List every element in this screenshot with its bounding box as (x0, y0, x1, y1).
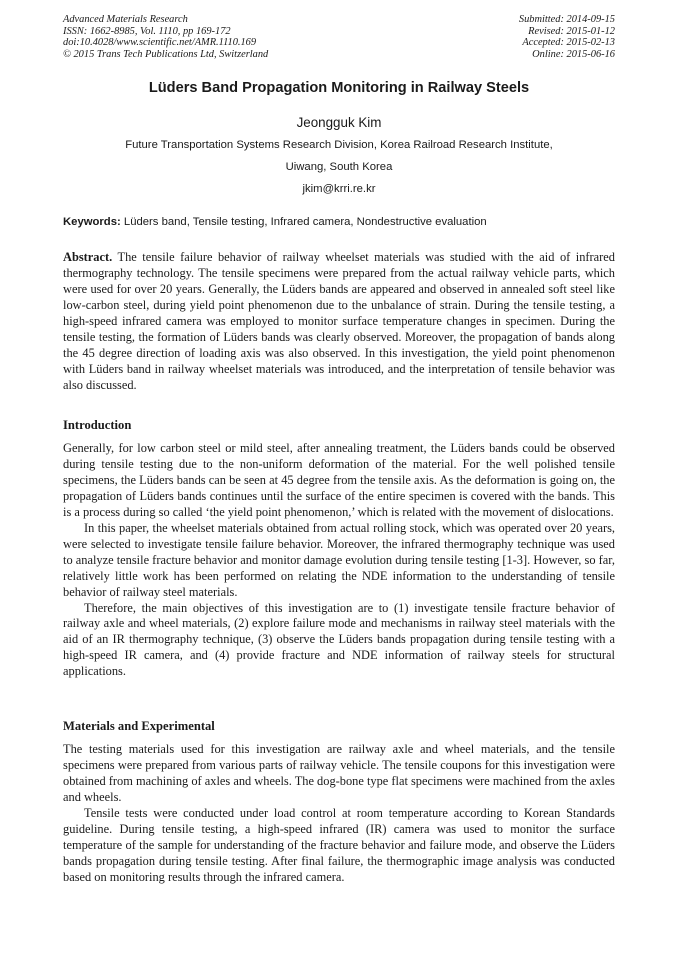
journal-info (63, 14, 268, 60)
introduction-paragraph: Generally, for low carbon steel or mild steel, after annealing treatment, the Lüders bands could be observed during tensile testing due to the non-uniform deformation of the material. For the well polished tensile specimens, the Lüders bands can be seen at 45 degree from the tensile axis. As the deformation is going on, the propagation of Lüders bands continues until the surface of the entire specimen is covered with the bands. This is a process during so called ‘the yield point phenomenon,’ which is related with the movement of dislocations. (63, 441, 615, 519)
abstract (63, 250, 615, 394)
materials-heading: Materials and Experimental (63, 719, 215, 733)
affiliation-line-1: Future Transportation Systems Research Division, Korea Railroad Research Institute, (125, 139, 553, 151)
introduction-paragraph: Therefore, the main objectives of this investigation are to (1) investigate tensile fracture behavior of railway axle and wheel materials, (2) explore failure mode and mechanisms in railway steel materials with the aid of an IR thermography technique, (3) observe the Lüders bands propagation during tensile testing with a high-speed IR camera, and (4) provide fracture and NDE information of railway steels for structural applications. (63, 600, 615, 679)
accepted-date: Accepted: 2015-02-13 (522, 37, 615, 49)
introduction-heading: Introduction (63, 418, 132, 432)
abstract-label: Abstract. (63, 250, 113, 264)
materials-paragraph: The testing materials used for this investigation are railway axle and wheel materials, and the tensile specimens were prepared from various parts of railway vehicle. The tensile coupons for this investigation were obtained from machining of axles and wheels. The dog-bone type flat specimens were machined from the axles and wheels. (63, 742, 616, 804)
journal-name: Advanced Materials Research (63, 14, 188, 25)
submission-dates (519, 14, 615, 60)
keywords-label: Keywords: (63, 216, 121, 228)
affiliation-line-2: Uiwang, South Korea (285, 161, 393, 173)
keywords (63, 216, 618, 228)
abstract-text: The tensile failure behavior of railway wheelset materials was studied with the aid of infrared thermography technology. The tensile specimens were prepared from the actual railway vehicle parts, which were used for over 20 years. Generally, the Lüders bands are appeared and observed in annealed soft steel like low-carbon steel, during yield point phenomenon due to the unbalance of strain. During the tensile testing, a high-speed infrared camera was employed to monitor surface temperature changes in specimen. During the tensile testing, the formation of Lüders bands was clearly observed. Moreover, the propagation of bands along the 45 degree direction of loading axis was also observed. In this investigation, the yield point phenomenon with Lüders band in railway wheelset materials was introduced, and the interpretation of tensile behavior was also discussed. (63, 250, 615, 392)
introduction-paragraph: In this paper, the wheelset materials obtained from actual rolling stock, which was operated over 20 years, were selected to investigate tensile failure behavior. Moreover, the infrared thermography technique was used to analyze tensile fracture behavior and monitor damage evolution during tensile testing [1-3]. However, so far, relatively little work has been performed on relating the NDE information to the understanding of tensile behavior of railway steel materials. (63, 520, 615, 599)
author-email: jkim@krri.re.kr (302, 183, 376, 195)
issn-line: ISSN: 1662-8985, Vol. 1110, pp 169-172 (63, 25, 231, 37)
materials-paragraph: Tensile tests were conducted under load control at room temperature according to Korean Standards guideline. During tensile testing, a high-speed infrared (IR) camera was used to monitor the surface temperature of the sample for understanding of the fracture behavior and failure mode, and observe the Lüders bands propagation during tensile testing. After final failure, the thermographic image analysis was conducted based on monitoring results through the infrared camera. (63, 805, 615, 884)
keywords-text: Lüders band, Tensile testing, Infrared camera, Nondestructive evaluation (123, 216, 487, 228)
materials-body (63, 742, 615, 886)
copyright-line: © 2015 Trans Tech Publications Ltd, Switzerland (63, 48, 269, 60)
submitted-date: Submitted: 2014-09-15 (518, 14, 615, 25)
doi-line: doi:10.4028/www.scientific.net/AMR.1110.169 (63, 37, 257, 49)
online-date: Online: 2015-06-16 (532, 48, 615, 60)
paper-title: Lüders Band Propagation Monitoring in Railway Steels (148, 80, 530, 96)
author-name: Jeongguk Kim (296, 115, 382, 130)
introduction-body (63, 441, 615, 680)
revised-date: Revised: 2015-01-12 (528, 25, 615, 37)
